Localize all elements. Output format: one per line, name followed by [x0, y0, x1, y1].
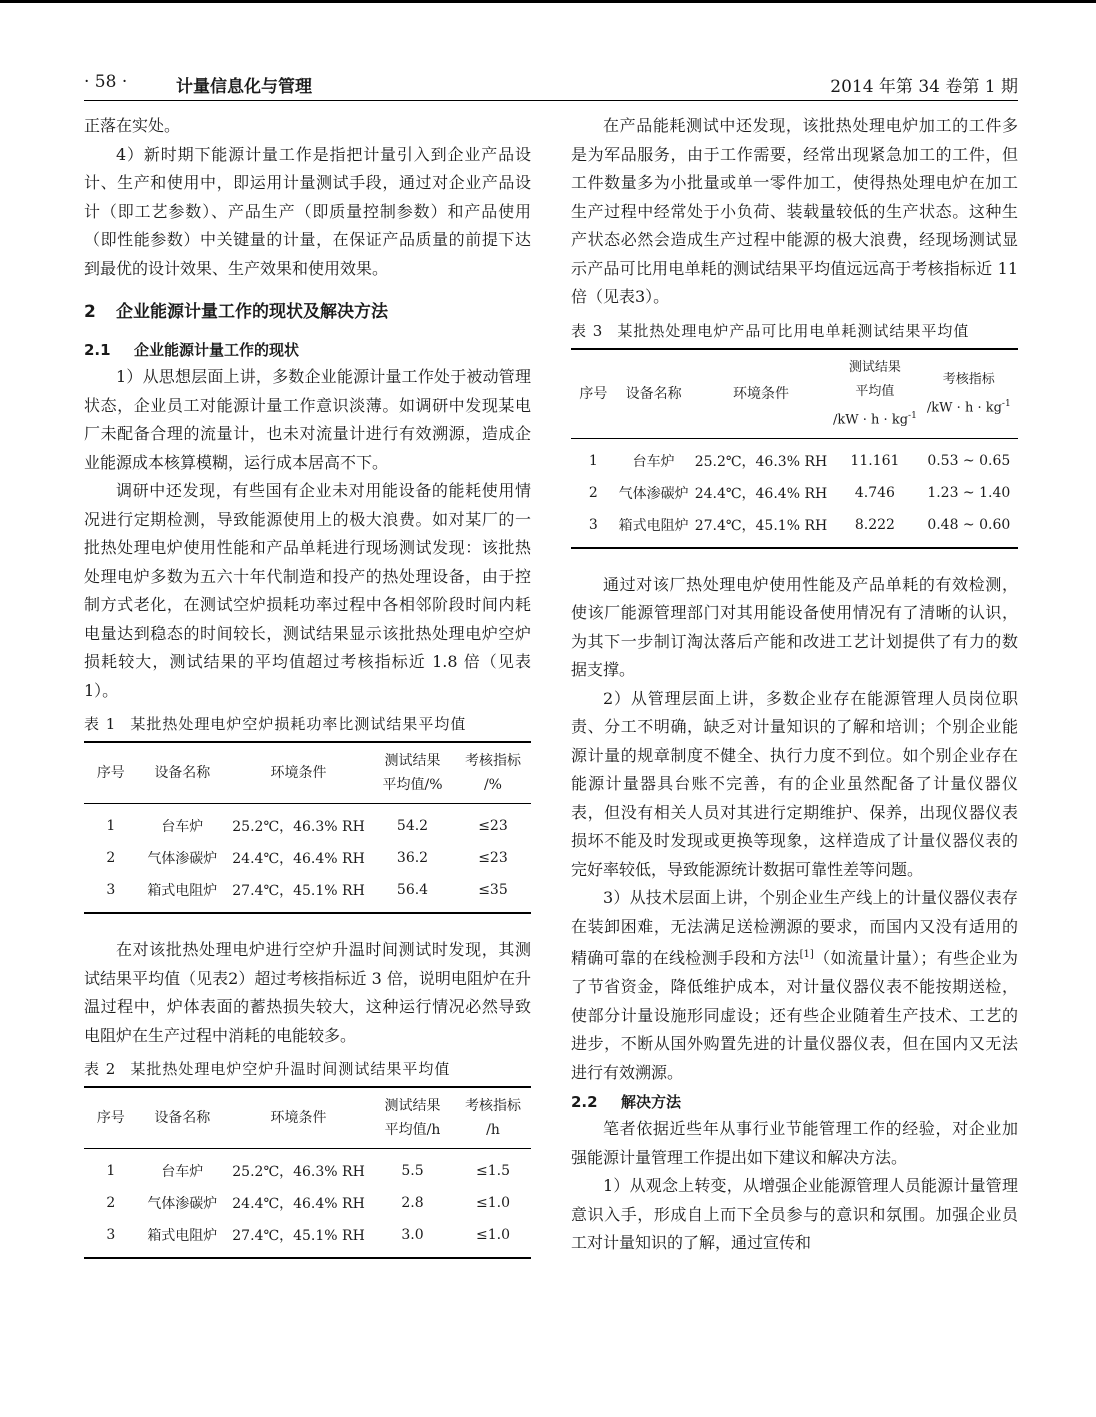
table-row — [84, 1187, 531, 1219]
data-table-3 — [571, 348, 1018, 549]
table-row — [571, 477, 1018, 509]
table-row — [84, 842, 531, 874]
table-row — [84, 1219, 531, 1258]
table-cell: ≤1.5 — [475, 1163, 510, 1179]
table-cell: 25.2℃，46.3% RH — [232, 1164, 365, 1180]
table-header — [370, 1087, 455, 1149]
table-cell: 27.4℃，45.1% RH — [227, 874, 370, 913]
section-number: 2 — [84, 302, 96, 322]
header-line: 平均值 — [855, 383, 895, 399]
data-table-1 — [84, 741, 531, 914]
table-header: 环境条件 — [692, 349, 831, 439]
table-header: 环境条件 — [227, 1087, 370, 1149]
table-header — [920, 349, 1018, 439]
table-cell: 1 — [106, 818, 116, 834]
table-cell: 36.2 — [396, 850, 429, 866]
paragraph: 调研中还发现，有些国有企业未对用能设备的能耗使用情况进行定期检测，导致能源使用上的极大浪费。如对某厂的一批热处理电炉使用性能和产品单耗进行现场测试发现：该批热处理电炉多数为五六十年代制造和投产的热处理设备，由于控制方式老化，在测试空炉损耗功率过程中各相邻阶段时间内耗电量达到稳态的时间较长，测试结果显示该批热处理电炉空炉损耗较大，测试结果的平均值超过考核指标近 1.8 倍（见表1）。 — [84, 481, 531, 700]
subsection-title: 解决方法 — [621, 1093, 682, 1112]
table-cell: 24.4℃，46.4% RH — [694, 485, 828, 502]
citation: [1] — [799, 949, 814, 961]
unit-exponent: -1 — [908, 410, 917, 421]
header-line: 测试结果 — [384, 1098, 441, 1114]
unit-exponent: -1 — [1001, 398, 1011, 409]
table-cell: 11.161 — [850, 452, 900, 469]
table-header: 序号 — [84, 742, 138, 804]
table-row — [84, 1149, 531, 1188]
table-cell: 27.4℃，45.1% RH — [227, 1219, 370, 1258]
table-header: 设备名称 — [616, 349, 692, 439]
table-cell: 24.4℃，46.4% RH — [232, 1196, 365, 1212]
paragraph-text: 3）从技术层面上讲，个别企业生产线上的计量仪器仪表存在装卸困难，无法满足送检溯源的要求，而国内又没有适用的精确可靠的在线检测手段和方法 — [571, 888, 1018, 968]
table-cell: ≤35 — [455, 874, 531, 913]
section-title: 企业能源计量工作的现状及解决方法 — [116, 302, 388, 322]
table-cell: ≤1.0 — [455, 1219, 531, 1258]
table-cell: 箱式电阻炉 — [138, 874, 227, 913]
table-caption — [84, 1058, 531, 1080]
table-cell: 箱式电阻炉 — [616, 509, 692, 548]
table-header: 环境条件 — [227, 742, 370, 804]
header-line: /kW · h · kg — [926, 399, 1002, 415]
header-line: 测试结果 — [384, 753, 441, 769]
table-header — [455, 1087, 531, 1149]
page-number: · 58 · — [84, 72, 128, 92]
table-header-row — [571, 349, 1018, 439]
table-row — [571, 509, 1018, 548]
table-cell: 3 — [84, 874, 138, 913]
table-header-row — [84, 742, 531, 804]
table-cell: 1 — [106, 1163, 116, 1179]
right-column — [571, 112, 1018, 1258]
table-header-row — [84, 1087, 531, 1149]
table-header: 设备名称 — [138, 1087, 227, 1149]
table-cell: 3.0 — [370, 1219, 455, 1258]
header-rule — [84, 100, 1018, 101]
table-cell: 气体渗碳炉 — [147, 851, 218, 867]
table-cell: 2 — [106, 850, 116, 866]
table-cell: 56.4 — [370, 874, 455, 913]
subsection-heading — [84, 337, 531, 363]
table-cell: ≤23 — [478, 818, 508, 834]
table-cell: 24.4℃，46.4% RH — [232, 851, 365, 867]
paragraph: 1）从思想层面上讲，多数企业能源计量工作处于被动管理状态，企业员工对能源计量工作意识淡薄。如调研中发现某电厂未配备合理的流量计，也未对流量计进行有效溯源，造成企业能源成本核算模糊，运行成本居高不下。 — [84, 367, 531, 472]
paragraph — [571, 884, 1018, 1087]
header-line: 测试结果 — [848, 359, 901, 375]
table-header: 设备名称 — [138, 742, 227, 804]
table-cell: 3 — [84, 1219, 138, 1258]
table-cell: ≤23 — [478, 850, 508, 866]
paragraph: 在对该批热处理电炉进行空炉升温时间测试时发现，其测试结果平均值（见表2）超过考核指标近 3 倍，说明电阻炉在升温过程中，炉体表面的蓄热损失较大，这种运行情况必然导致电阻炉在生产过程中消耗的电能较多。 — [84, 940, 531, 1045]
header-line: 考核指标 — [464, 753, 521, 769]
table-cell: 气体渗碳炉 — [618, 485, 689, 502]
table-cell: 3 — [571, 509, 616, 548]
table-cell: 2 — [588, 484, 598, 501]
table-cell: 25.2℃，46.3% RH — [694, 453, 828, 470]
table-cell: 1 — [588, 452, 598, 469]
table-id: 表 1 — [84, 715, 117, 733]
table-cell: 54.2 — [396, 818, 429, 834]
table-header — [370, 742, 455, 804]
header-line: 平均值/h — [384, 1122, 441, 1138]
table-cell: 气体渗碳炉 — [147, 1196, 218, 1212]
header-line: /kW · h · kg — [833, 411, 909, 427]
table-row — [84, 804, 531, 843]
table-cell: 台车炉 — [161, 1164, 204, 1180]
table-header — [830, 349, 919, 439]
paragraph: 在产品能耗测试中还发现，该批热处理电炉加工的工件多是为军品服务，由于工作需要，经常出现紧急加工的工件，但工件数量多为小批量或单一零件加工，使得热处理电炉在加工生产过程中经常处于小负荷、装载量较低的生产状态。这种生产状态必然会造成生产过程中能源的极大浪费，经现场测试显示产品可比用电单耗的测试结果平均值远远高于考核指标近 11 倍（见表3）。 — [571, 116, 1018, 306]
table-header — [455, 742, 531, 804]
paragraph: 1）从观念上转变，从增强企业能源管理人员能源计量管理意识入手，形成自上而下全员参与的意识和氛围。加强企业员工对计量知识的了解，通过宣传和 — [571, 1176, 1018, 1253]
table-header: 序号 — [571, 349, 616, 439]
table-cell: 27.4℃，45.1% RH — [692, 509, 831, 548]
subsection-number: 2.2 — [571, 1093, 598, 1112]
top-border-rule — [0, 0, 1096, 3]
table-cell: 台车炉 — [161, 819, 204, 835]
table-id: 表 2 — [84, 1060, 117, 1078]
journal-title: 计量信息化与管理 — [176, 77, 312, 97]
subsection-number: 2.1 — [84, 341, 111, 359]
page-header — [84, 70, 1018, 98]
paragraph: 通过对该厂热处理电炉使用性能及产品单耗的有效检测，使该厂能源管理部门对其用能设备使用情况有了清晰的认识，为其下一步制订淘汰落后产能和改进工艺计划提供了有力的数据支撑。 — [571, 574, 1018, 680]
issue-info: 2014 年第 34 卷第 1 期 — [830, 77, 1018, 97]
table-cell: 0.53 ~ 0.65 — [927, 452, 1011, 469]
table-cell: 台车炉 — [632, 453, 675, 470]
header-line: /h — [486, 1122, 500, 1138]
paragraph: 正落在实处。 — [84, 116, 181, 135]
table-cell: 2 — [106, 1195, 116, 1211]
table-row — [571, 438, 1018, 477]
paragraph: 2）从管理层面上讲，多数企业存在能源管理人员岗位职责、分工不明确，缺乏对计量知识的了解和培训；个别企业能源计量的规章制度不健全、执行力度不到位。如个别企业存在能源计量器具台账不完善，有的企业虽然配备了计量仪器仪表，但没有相关人员对其进行定期维护、保养，出现仪器仪表损坏不能及时发现或更换等现象，这样造成了计量仪器仪表的完好率较低，导致能源统计数据可靠性差等问题。 — [571, 688, 1018, 879]
table-cell: 5.5 — [401, 1163, 424, 1179]
section-heading — [84, 297, 531, 327]
subsection-heading — [571, 1089, 1018, 1115]
table-cell: ≤1.0 — [475, 1195, 510, 1211]
table-row — [84, 874, 531, 913]
table-cell: 2.8 — [401, 1195, 424, 1211]
table-id: 表 3 — [571, 321, 604, 340]
table-caption-text: 某批热处理电炉空炉升温时间测试结果平均值 — [130, 1060, 451, 1078]
subsection-title: 企业能源计量工作的现状 — [134, 341, 300, 359]
table-cell: 0.48 ~ 0.60 — [920, 509, 1018, 548]
table-caption — [571, 320, 1018, 342]
data-table-2 — [84, 1086, 531, 1259]
header-line: 考核指标 — [464, 1098, 521, 1114]
paragraph-text: （如流量计量）；有些企业为了节省资金，降低维护成本，对计量仪器仪表不能按期送检，使部分计量设施形同虚设；还有些企业随着生产技术、工艺的进步，不断从国外购置先进的计量仪器仪表，但在国内又无法进行有效溯源。 — [571, 948, 1018, 1082]
table-cell: 箱式电阻炉 — [138, 1219, 227, 1258]
header-line: 考核指标 — [942, 371, 995, 387]
table-header: 序号 — [84, 1087, 138, 1149]
table-cell: 1.23 ~ 1.40 — [927, 484, 1011, 501]
left-column — [84, 112, 531, 1259]
table-cell: 4.746 — [854, 484, 895, 501]
table-cell: 25.2℃，46.3% RH — [232, 819, 365, 835]
header-line: /% — [483, 777, 502, 793]
header-line: 平均值/% — [382, 777, 443, 793]
table-caption-text: 某批热处理电炉产品可比用电单耗测试结果平均值 — [617, 321, 970, 340]
table-cell: 8.222 — [830, 509, 919, 548]
table-caption-text: 某批热处理电炉空炉损耗功率比测试结果平均值 — [130, 715, 467, 733]
table-caption — [84, 713, 531, 735]
paragraph: 笔者依据近些年从事行业节能管理工作的经验，对企业加强能源计量管理工作提出如下建议和解决方法。 — [571, 1119, 1018, 1167]
paragraph: 4）新时期下能源计量工作是指把计量引入到企业产品设计、生产和使用中，即运用计量测试手段，通过对企业产品设计（即工艺参数）、产品生产（即质量控制参数）和产品使用（即性能参数）中关键量的计量，在保证产品质量的前提下达到最优的设计效果、生产效果和使用效果。 — [84, 144, 531, 278]
